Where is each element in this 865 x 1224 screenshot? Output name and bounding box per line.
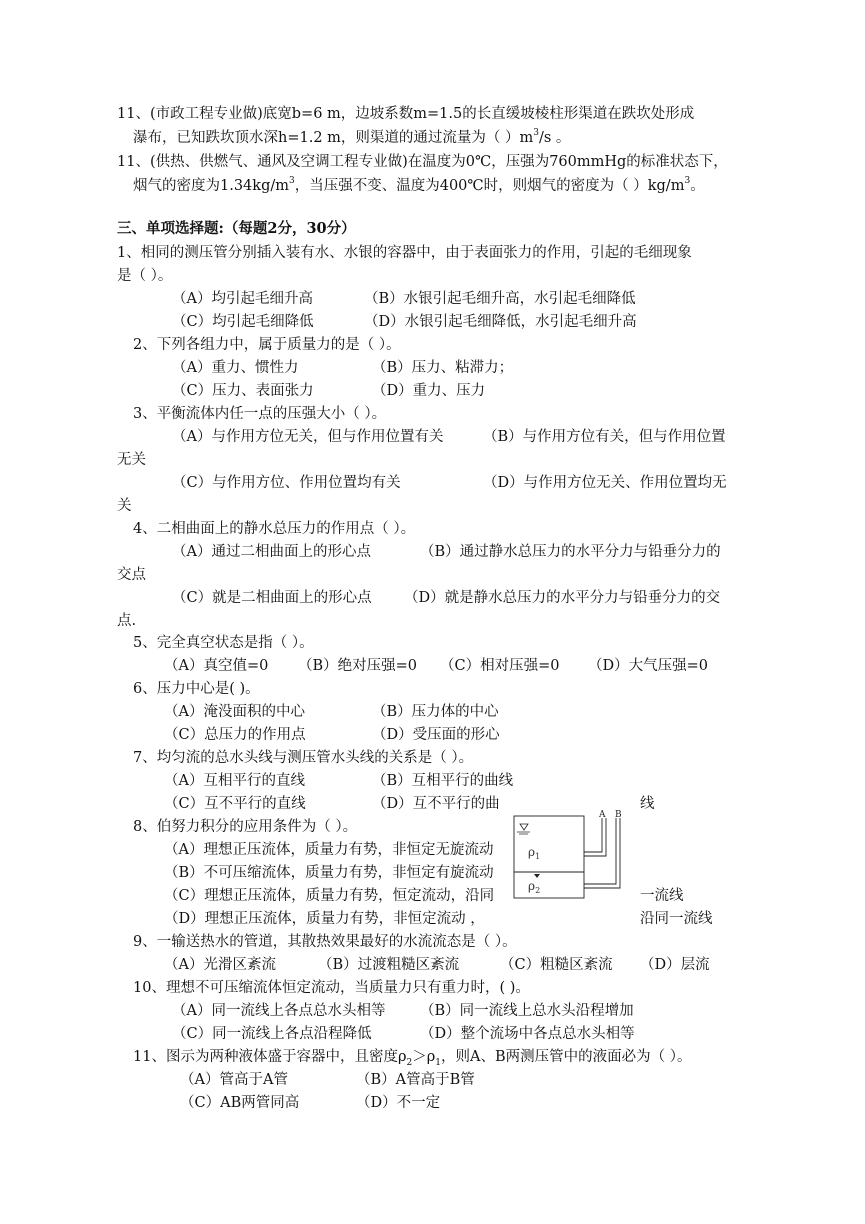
q6-stem: 6、压力中心是( )。 bbox=[133, 681, 260, 697]
q5-option-d: （D）大气压强=0 bbox=[588, 658, 708, 674]
q7-option-d: （D）互不平行的曲 bbox=[372, 796, 500, 812]
q4-option-c: （C）就是二相曲面上的形心点 bbox=[172, 590, 372, 606]
q11a-line2: 瀑布，已知跌坎顶水深h=1.2 m，则渠道的通过流量为（ ）$m^3/s$ 。 bbox=[133, 128, 571, 146]
q2-stem: 2、下列各组力中，属于质量力的是（ ）。 bbox=[133, 337, 401, 353]
q11-option-d: （D）不一定 bbox=[356, 1095, 441, 1111]
q5-option-c: （C）相对压强=0 bbox=[440, 658, 560, 674]
q2-option-b: （B）压力、粘滞力； bbox=[372, 360, 514, 376]
q3-stem: 3、平衡流体内任一点的压强大小（ ）。 bbox=[133, 406, 387, 422]
q3-option-d: （D）与作用方位无关、作用位置均无 bbox=[483, 475, 727, 491]
q11a-line1: 11、(市政工程专业做)底宽b=6 m，边坡系数m=1.5的长直缓坡棱柱形渠道在跌坎处形成 bbox=[117, 106, 695, 122]
q10-option-a: （A）同一流线上各点总水头相等 bbox=[172, 1003, 386, 1019]
q8-option-b: （B）不可压缩流体，质量力有势，非恒定有旋流动 bbox=[164, 865, 494, 881]
q5-option-b: （B）绝对压强=0 bbox=[298, 658, 418, 674]
q1-stem: 1、相同的测压管分别插入装有水、水银的容器中，由于表面张力的作用，引起的毛细现象 bbox=[117, 245, 692, 261]
q3-option-a: （A）与作用方位无关，但与作用位置有关 bbox=[172, 429, 444, 445]
q9-option-a: （A）光滑区紊流 bbox=[164, 957, 276, 973]
q8-option-d: （D）理想正压流体，质量力有势，非恒定流动 ， bbox=[164, 911, 485, 927]
q4-option-d-cont: 点. bbox=[117, 613, 137, 629]
q11-option-c: （C）AB两管同高 bbox=[180, 1095, 300, 1111]
q8-option-a: （A）理想正压流体，质量力有势，非恒定无旋流动 bbox=[164, 842, 494, 858]
q4-option-d: （D）就是静水总压力的水平分力与铅垂分力的交 bbox=[404, 590, 721, 606]
q10-stem: 10、理想不可压缩流体恒定流动，当质量力只有重力时，( )。 bbox=[133, 980, 530, 996]
q6-option-c: （C）总压力的作用点 bbox=[164, 727, 306, 743]
q8-stem: 8、伯努力积分的应用条件为（ ）。 bbox=[133, 819, 358, 835]
q6-option-a: （A）淹没面积的中心 bbox=[164, 704, 305, 720]
q7-option-a: （A）互相平行的直线 bbox=[164, 773, 305, 789]
q11-stem: 11、图示为两种液体盛于容器中，且密度$\rho_2>\rho_1$，则A、B两测压管中的液面必为（ ）。 bbox=[133, 1049, 692, 1068]
q2-option-d: （D）重力、压力 bbox=[372, 383, 486, 399]
q4-stem: 4、二相曲面上的静水总压力的作用点（ ）。 bbox=[133, 521, 416, 537]
q3-option-c: （C）与作用方位、作用位置均有关 bbox=[172, 475, 401, 491]
q10-option-b: （B）同一流线上总水头沿程增加 bbox=[420, 1003, 634, 1019]
q5-option-a: （A）真空值=0 bbox=[164, 658, 269, 674]
free-surface-marker bbox=[520, 824, 528, 830]
q11-option-b: （B）A管高于B管 bbox=[356, 1072, 475, 1088]
q9-option-c: （C）粗糙区紊流 bbox=[500, 957, 613, 973]
q9-option-b: （B）过渡粗糙区紊流 bbox=[318, 957, 460, 973]
q1-option-b: （B）水银引起毛细升高，水引起毛细降低 bbox=[364, 291, 636, 307]
q11b-line2: 烟气的密度为$1.34kg/m^3$，当压强不变、温度为400℃时，则烟气的密度为（ ）$kg/m^3$。 bbox=[133, 176, 705, 194]
container-piezometer-figure bbox=[512, 810, 632, 900]
q4-option-b-cont: 交点 bbox=[117, 567, 146, 583]
q10-option-c: （C）同一流线上各点沿程降低 bbox=[172, 1026, 372, 1042]
q3-option-d-cont: 关 bbox=[117, 498, 132, 514]
q1-option-c: （C）均引起毛细降低 bbox=[172, 314, 314, 330]
q7-stem: 7、均匀流的总水头线与测压管水头线的关系是（ ）。 bbox=[133, 750, 474, 766]
rho2-label: $\rho_2$ bbox=[528, 879, 541, 895]
tube-b-label: B bbox=[615, 810, 622, 820]
container-outline bbox=[514, 816, 584, 898]
q6-option-d: （D）受压面的形心 bbox=[372, 727, 500, 743]
rho1-label: $\rho_1$ bbox=[528, 845, 541, 861]
q7-option-c: （C）互不平行的直线 bbox=[164, 796, 306, 812]
q3-option-b: （B）与作用方位有关，但与作用位置 bbox=[483, 429, 726, 445]
q2-option-c: （C）压力、表面张力 bbox=[172, 383, 314, 399]
q1-stem-cont: 是（ ）。 bbox=[117, 268, 173, 284]
q4-option-a: （A）通过二相曲面上的形心点 bbox=[172, 544, 371, 560]
section-title: 三、单项选择题:（每题2分，30分） bbox=[117, 220, 356, 237]
q8-option-d-cont: 沿同一流线 bbox=[640, 911, 713, 927]
q9-option-d: （D）层流 bbox=[640, 957, 710, 973]
tube-a-label: A bbox=[599, 810, 606, 820]
q2-option-a: （A）重力、惯性力 bbox=[172, 360, 299, 376]
q11b-line1: 11、(供热、供燃气、通风及空调工程专业做)在温度为0℃，压强为760mmHg的标准状态下， bbox=[117, 154, 728, 170]
q9-stem: 9、一输送热水的管道，其散热效果最好的水流流态是（ ）。 bbox=[133, 934, 517, 950]
piezometer-tube-b bbox=[584, 818, 616, 884]
q1-option-a: （A）均引起毛细升高 bbox=[172, 291, 313, 307]
q6-option-b: （B）压力体的中心 bbox=[372, 704, 499, 720]
q3-option-b-cont: 无关 bbox=[117, 452, 146, 468]
q5-stem: 5、完全真空状态是指（ ）。 bbox=[133, 635, 314, 651]
q1-option-d: （D）水银引起毛细降低，水引起毛细升高 bbox=[364, 314, 637, 330]
q10-option-d: （D）整个流场中各点总水头相等 bbox=[420, 1026, 635, 1042]
q8-option-c-cont: 一流线 bbox=[640, 888, 684, 904]
piezometer-tube-a bbox=[584, 818, 602, 852]
q8-option-c: （C）理想正压流体，质量力有势，恒定流动，沿同 bbox=[164, 888, 495, 904]
q11-option-a: （A）管高于A管 bbox=[180, 1072, 288, 1088]
q4-option-b: （B）通过静水总压力的水平分力与铅垂分力的 bbox=[420, 544, 721, 560]
q7-option-d-cont: 线 bbox=[640, 796, 655, 812]
q7-option-b: （B）互相平行的曲线 bbox=[372, 773, 514, 789]
